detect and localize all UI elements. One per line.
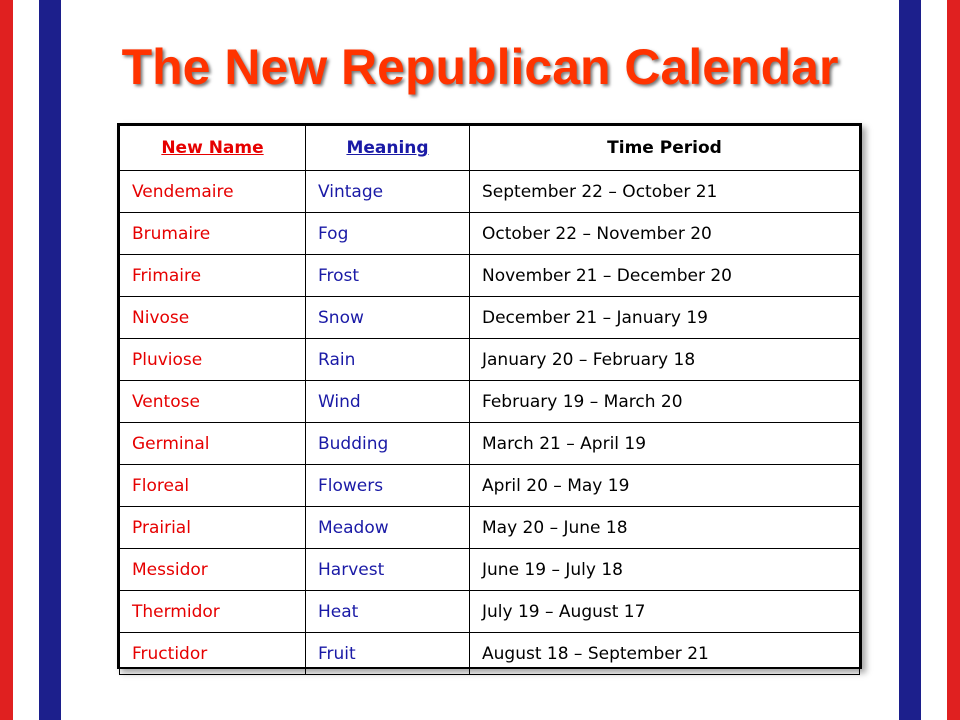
month-name: Frimaire: [120, 255, 306, 297]
table-row: [120, 297, 860, 339]
month-meaning: Heat: [306, 591, 470, 633]
month-meaning: Budding: [306, 423, 470, 465]
table-header-row: [120, 126, 860, 171]
month-meaning: Flowers: [306, 465, 470, 507]
calendar-table: [117, 123, 862, 669]
month-period: May 20 – June 18: [470, 507, 860, 549]
month-meaning: Snow: [306, 297, 470, 339]
header-time-period: Time Period: [470, 126, 860, 171]
month-period: July 19 – August 17: [470, 591, 860, 633]
month-meaning: Meadow: [306, 507, 470, 549]
month-name: Brumaire: [120, 213, 306, 255]
table-row: [120, 507, 860, 549]
header-new-name: New Name: [120, 126, 306, 171]
month-period: June 19 – July 18: [470, 549, 860, 591]
table-row: [120, 633, 860, 675]
month-name: Floreal: [120, 465, 306, 507]
table-row: [120, 171, 860, 213]
month-name: Germinal: [120, 423, 306, 465]
month-period: September 22 – October 21: [470, 171, 860, 213]
month-period: October 22 – November 20: [470, 213, 860, 255]
month-meaning: Vintage: [306, 171, 470, 213]
slide-title: The New Republican Calendar: [121, 39, 839, 95]
month-meaning: Fog: [306, 213, 470, 255]
month-name: Pluviose: [120, 339, 306, 381]
month-name: Fructidor: [120, 633, 306, 675]
table-row: [120, 549, 860, 591]
month-name: Messidor: [120, 549, 306, 591]
month-period: April 20 – May 19: [470, 465, 860, 507]
month-meaning: Rain: [306, 339, 470, 381]
month-name: Thermidor: [120, 591, 306, 633]
month-meaning: Fruit: [306, 633, 470, 675]
month-name: Ventose: [120, 381, 306, 423]
month-period: November 21 – December 20: [470, 255, 860, 297]
month-period: March 21 – April 19: [470, 423, 860, 465]
month-period: December 21 – January 19: [470, 297, 860, 339]
month-name: Nivose: [120, 297, 306, 339]
month-period: February 19 – March 20: [470, 381, 860, 423]
table-row: [120, 381, 860, 423]
month-name: Vendemaire: [120, 171, 306, 213]
table-row: [120, 465, 860, 507]
month-period: January 20 – February 18: [470, 339, 860, 381]
table-row: [120, 423, 860, 465]
month-meaning: Harvest: [306, 549, 470, 591]
month-meaning: Wind: [306, 381, 470, 423]
header-meaning: Meaning: [306, 126, 470, 171]
month-period: August 18 – September 21: [470, 633, 860, 675]
month-meaning: Frost: [306, 255, 470, 297]
table-row: [120, 213, 860, 255]
table-row: [120, 591, 860, 633]
month-name: Prairial: [120, 507, 306, 549]
table-row: [120, 255, 860, 297]
table-row: [120, 339, 860, 381]
